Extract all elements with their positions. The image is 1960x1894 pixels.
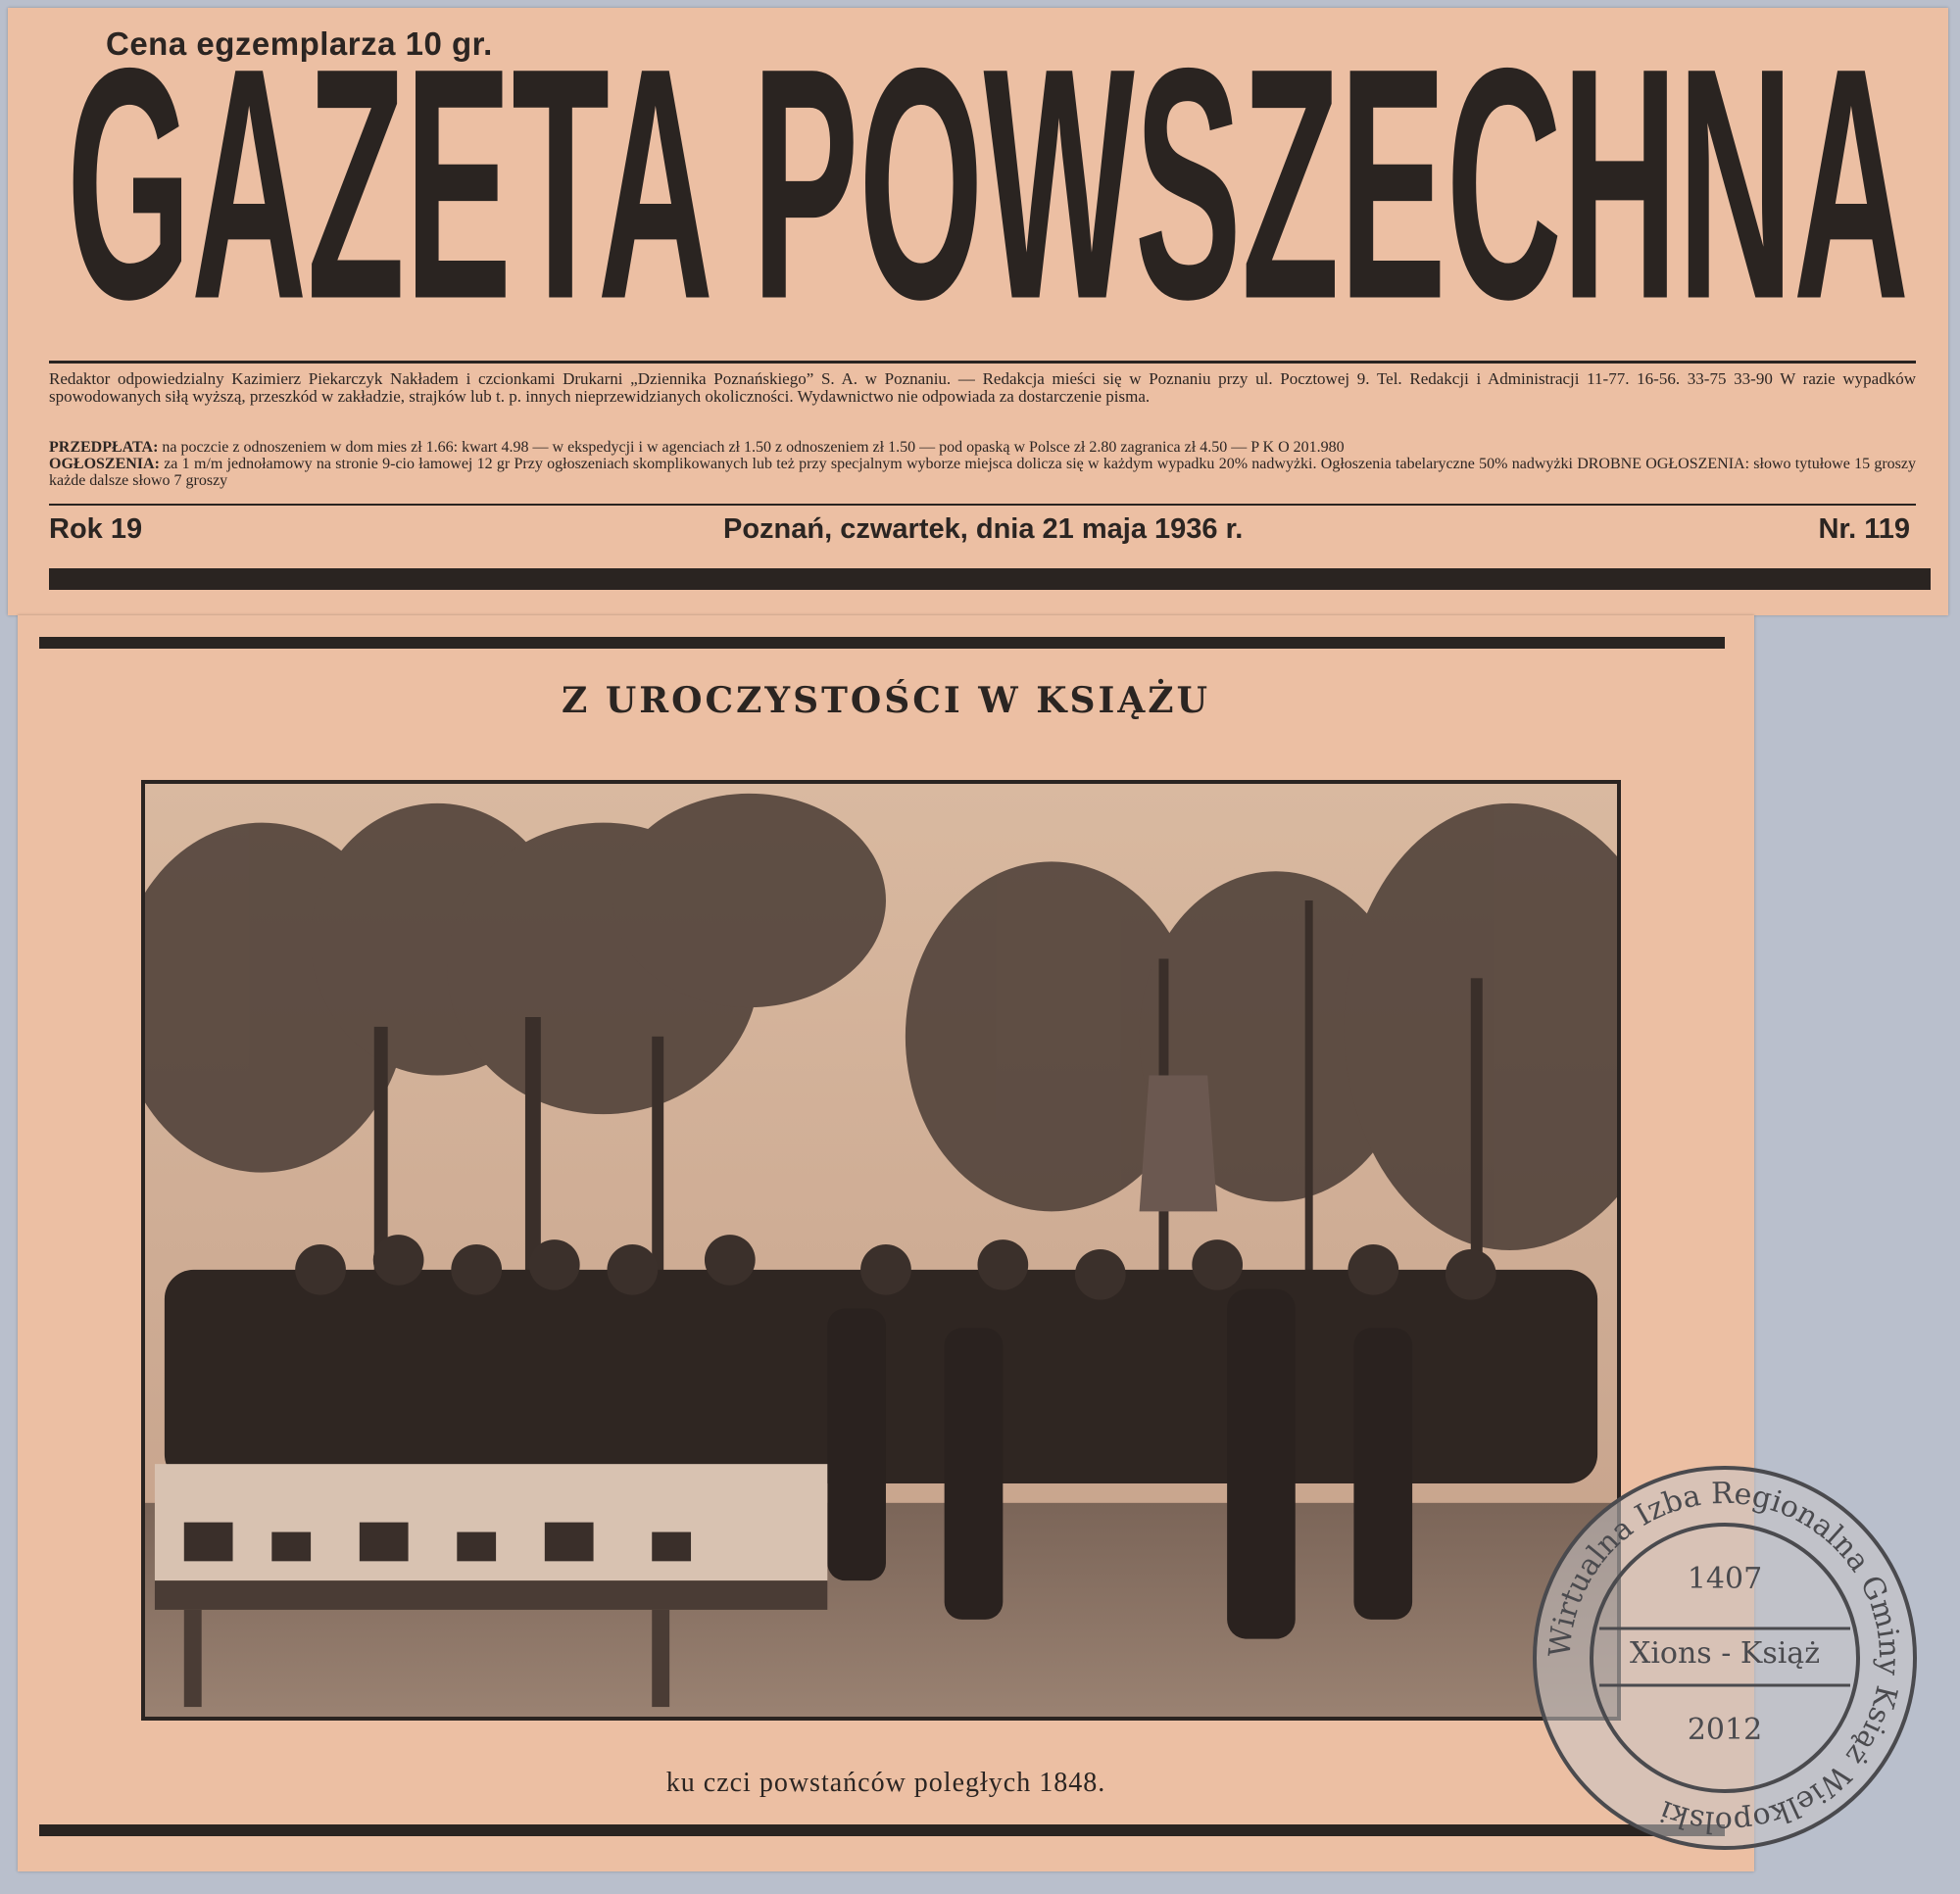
stamp-year-created: 2012 — [1687, 1713, 1763, 1747]
subscription-label: PRZEDPŁATA: — [49, 439, 159, 456]
stamp-outer-text: Wirtualna Izba Regionalna Gminy Książ Wielkopolski — [1543, 1476, 1907, 1840]
rates-notice — [49, 439, 1916, 489]
newspaper-title-text: GAZETA POWSZECHNA — [66, 65, 1909, 359]
stamp-year-founded: 1407 — [1687, 1562, 1763, 1596]
article-headline: Z UROCZYSTOŚCI W KSIĄŻU — [562, 680, 1210, 721]
issue-dateline: Poznań, czwartek, dnia 21 maja 1936 r. — [723, 513, 1244, 545]
heavy-divider — [49, 568, 1931, 590]
newspaper-title — [47, 65, 1929, 359]
ads-text: za 1 m/m jednołamowy na stronie 9-cio łamowej 12 gr Przy ogłoszeniach skomplikowanych lub też przy specjalnym wyborze miejsca dolicza się w każdym wypadku 20% nadwyżki. Ogłoszenia tabelaryczne 50% nadwyżki DROBNE OGŁOSZENIA: słowo tytułowe 15 groszy każde dalsze słowo 7 groszy — [49, 456, 1916, 489]
photo-caption: ku czci powstańców poległych 1848. — [665, 1768, 1106, 1798]
subscription-text: na poczcie z odnoszeniem w dom mies zł 1.66: kwart 4.98 — w ekspedycji i w agenciach zł 1.50 z odnoszeniem zł 1.50 — pod opaską w Polsce zł 2.80 zagranica zł 4.50 — P K O 201.980 — [162, 439, 1345, 456]
divider — [49, 504, 1916, 506]
issue-number: Nr. 119 — [1818, 513, 1910, 545]
heavy-divider — [39, 1824, 1725, 1836]
heavy-divider — [39, 637, 1725, 649]
imprint-notice: Redaktor odpowiedzialny Kazimierz Piekarczyk Nakładem i czcionkami Drukarni „Dziennika Poznańskiego” S. A. w Poznaniu. — Redakcja mieści się w Poznaniu przy ul. Pocztowej 9. Tel. Redakcji i Administracji 11-77. 16-56. 33-75 33-90 W razie wypadków spowodowanych siłą wyższą, przeszkód w zakładzie, strajków lub t. p. innych nieprzewidzianych okoliczności. Wydawnictwo nie odpowiada za dostarczenie pisma. — [49, 369, 1916, 406]
newspaper-masthead — [8, 8, 1948, 615]
issue-year: Rok 19 — [49, 513, 143, 545]
issue-price: Cena egzemplarza 10 gr. — [106, 25, 493, 62]
stamp-place-name: Xions - Książ — [1629, 1636, 1821, 1671]
divider — [49, 361, 1916, 364]
article-photo — [141, 780, 1621, 1721]
ads-label: OGŁOSZENIA: — [49, 456, 160, 472]
article-clipping — [18, 615, 1754, 1871]
archive-stamp — [1531, 1464, 1919, 1852]
